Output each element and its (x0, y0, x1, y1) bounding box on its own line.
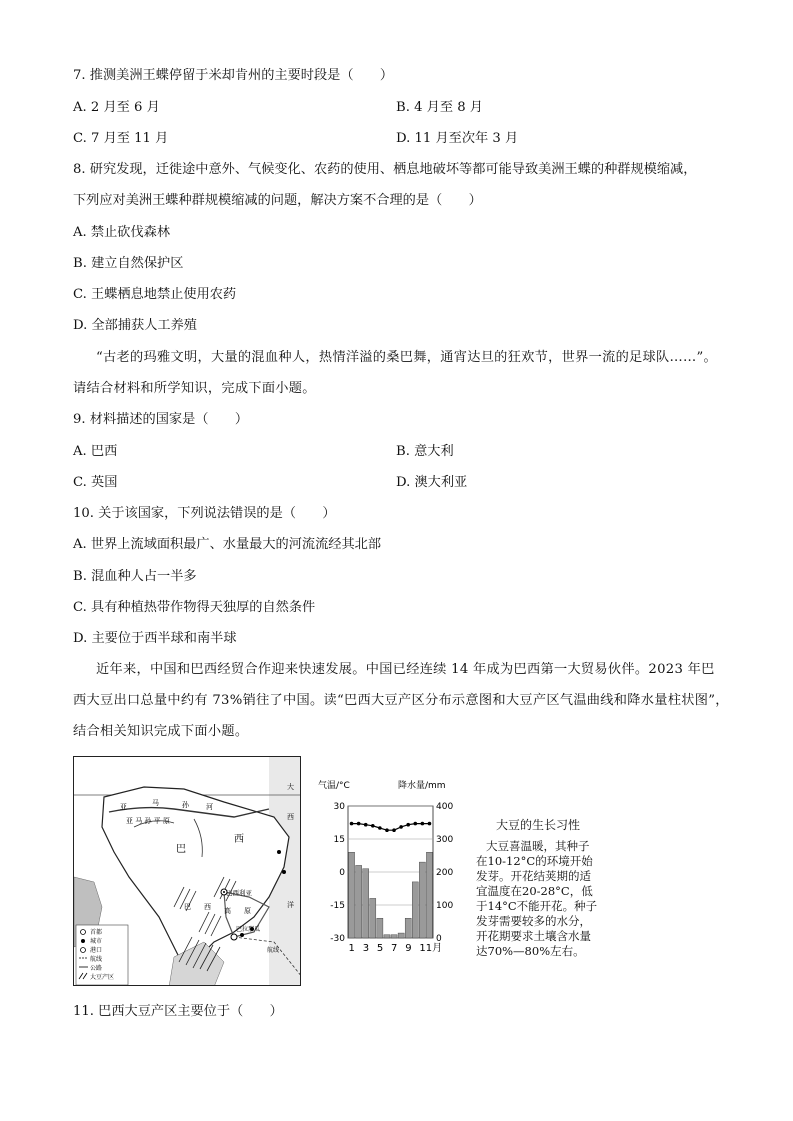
precip-bar (426, 852, 432, 938)
map-label-plain: 亚 马 孙 平 原 (126, 817, 170, 825)
map-label-brazil2: 西 (234, 834, 244, 845)
climate-svg (318, 778, 458, 960)
material1-line1: “古老的玛雅文明，大量的混血种人，热情洋溢的桑巴舞，通宵达旦的狂欢节，世界一流的足球队……”。 (96, 350, 718, 365)
map-label-port: 巴拉那瓜 (236, 926, 261, 933)
port-marker (231, 934, 237, 940)
chart-right-tick: 400 (436, 802, 454, 812)
climate-chart (318, 778, 458, 960)
precip-bar (384, 935, 390, 938)
q10-option-a: A. 世界上流域面积最广、水量最大的河流流经其北部 (73, 537, 382, 552)
precip-bar (370, 898, 376, 938)
q10-stem: 10. 关于该国家，下列说法错误的是（ ） (73, 506, 336, 521)
map-label-ocean3: 洋 (287, 901, 294, 909)
precip-bar (349, 852, 355, 938)
q9-option-a: A. 巴西 (73, 444, 118, 459)
map-label-ocean1: 大 (287, 783, 294, 791)
q7-option-b: B. 4 月至 8 月 (396, 100, 483, 115)
habit-line-7: 开花期要求土壤含水量 (476, 929, 591, 943)
material2-line1: 近年来，中国和巴西经贸合作迎来快速发展。中国已经连续 14 年成为巴西第一大贸易伙伴。2023 年巴 (96, 662, 715, 677)
chart-right-tick: 0 (436, 934, 442, 944)
legend-port: 港口 (90, 947, 103, 954)
map-label-route: 航线 (267, 947, 280, 954)
q10-option-b: B. 混血种人占一半多 (73, 569, 197, 584)
q7-option-c: C. 7 月至 11 月 (73, 131, 169, 146)
chart-left-tick: 30 (333, 802, 345, 812)
precip-bar (356, 865, 362, 938)
map-label-highland3: 高 (224, 907, 231, 915)
q8-stem-line1: 8. 研究发现，迁徙途中意外、气候变化、农药的使用、栖息地破坏等都可能导致美洲王蝶的种群规模缩减， (73, 162, 697, 177)
map-label-highland4: 原 (244, 907, 251, 915)
q11-stem: 11. 巴西大豆产区主要位于（ ） (73, 1004, 283, 1019)
chart-x-tick: 7 (391, 943, 398, 954)
q9-option-c: C. 英国 (73, 475, 118, 490)
precip-bar (419, 862, 425, 938)
map-label-amazon2: 马 (152, 799, 159, 807)
temperature-point (385, 828, 389, 832)
q8-option-b: B. 建立自然保护区 (73, 256, 184, 271)
chart-right-tick: 200 (436, 868, 454, 878)
q10-option-c: C. 具有种植热带作物得天独厚的自然条件 (73, 600, 316, 615)
map-label-amazon3: 孙 (182, 801, 189, 809)
temperature-point (357, 822, 361, 826)
chart-x-tick: 9 (405, 943, 412, 954)
map-svg (74, 757, 301, 986)
chart-left-tick: -30 (330, 934, 345, 944)
chart-x-tick: 11月 (419, 943, 443, 954)
habit-line-3: 发芽。开花结荚期的适 (476, 869, 591, 883)
precip-bar (398, 933, 404, 938)
habit-text (476, 839, 608, 959)
temperature-point (421, 822, 425, 826)
temperature-point (378, 826, 382, 830)
habit-line-6: 发芽需要较多的水分， (476, 914, 591, 928)
habit-title: 大豆的生长习性 (496, 818, 581, 832)
temperature-line (352, 824, 430, 831)
chart-left-tick: -15 (330, 901, 345, 911)
q8-option-c: C. 王蝶栖息地禁止使用农药 (73, 287, 237, 302)
legend-route: 航线 (90, 956, 103, 963)
legend-road: 公路 (90, 965, 103, 972)
habit-line-5: 于14°C不能开花。种子 (476, 899, 598, 913)
habit-line-1: 大豆喜温暖，其种子 (486, 839, 590, 853)
map-label-capital: 巴西利亚 (226, 889, 252, 897)
chart-right-tick: 100 (436, 901, 454, 911)
precip-bar (363, 869, 369, 938)
map-label-river: 河 (206, 803, 213, 811)
map-label-brazil1: 巴 (176, 844, 186, 855)
brazil-soybean-map (73, 756, 301, 986)
map-label-ocean2: 西 (287, 813, 294, 821)
chart-x-tick: 1 (348, 943, 355, 954)
precip-bar (412, 882, 418, 938)
q9-stem: 9. 材料描述的国家是（ ） (73, 412, 249, 427)
map-label-highland2: 西 (204, 903, 211, 911)
chart-left-axis-label: 气温/°C (318, 781, 350, 791)
habit-line-2: 在10-12°C的环境开始 (476, 854, 593, 868)
temperature-point (350, 822, 354, 826)
precip-bar (391, 935, 397, 938)
temperature-point (364, 823, 368, 827)
map-legend (76, 925, 128, 985)
map-label-amazon1: 亚 (120, 803, 127, 811)
material1-line2: 请结合材料和所学知识，完成下面小题。 (73, 381, 316, 396)
q9-option-d: D. 澳大利亚 (396, 475, 468, 490)
q9-option-b: B. 意大利 (396, 444, 454, 459)
habit-line-8: 达70%—80%左右。 (476, 944, 585, 958)
q7-option-a: A. 2 月至 6 月 (73, 100, 160, 115)
chart-right-tick: 300 (436, 835, 454, 845)
q8-option-a: A. 禁止砍伐森林 (73, 225, 171, 240)
chart-x-tick: 5 (376, 943, 384, 954)
q7-option-d: D. 11 月至次年 3 月 (396, 131, 519, 146)
habit-line-4: 宜温度在20-28°C，低 (476, 884, 593, 898)
temperature-point (392, 828, 396, 832)
legend-soybean: 大豆产区 (90, 974, 115, 981)
chart-right-axis-label: 降水量/mm (398, 781, 446, 791)
temperature-point (399, 825, 403, 829)
chart-left-tick: 15 (333, 835, 345, 845)
temperature-point (428, 822, 432, 826)
legend-city: 城市 (90, 938, 103, 945)
precip-bar (377, 918, 383, 938)
q10-option-d: D. 主要位于西半球和南半球 (73, 631, 237, 646)
temperature-point (413, 822, 417, 826)
map-label-highland1: 巴 (184, 903, 191, 911)
legend-capital: 首都 (90, 929, 103, 936)
chart-x-tick: 3 (362, 943, 370, 954)
precip-bar (405, 918, 411, 938)
q7-stem: 7. 推测美洲王蝶停留于米却肯州的主要时段是（ ） (73, 68, 394, 83)
material2-line2: 西大豆出口总量中约有 73%销往了中国。读“巴西大豆产区分布示意图和大豆产区气温曲线和降水量柱状图”， (73, 693, 729, 708)
q8-stem-line2: 下列应对美洲王蝶种群规模缩减的问题，解决方案不合理的是（ ） (73, 193, 482, 208)
q8-option-d: D. 全部捕获人工养殖 (73, 318, 197, 333)
temperature-point (371, 824, 375, 828)
material2-line3: 结合相关知识完成下面小题。 (73, 724, 249, 739)
temperature-point (406, 823, 410, 827)
chart-left-tick: 0 (339, 868, 345, 878)
